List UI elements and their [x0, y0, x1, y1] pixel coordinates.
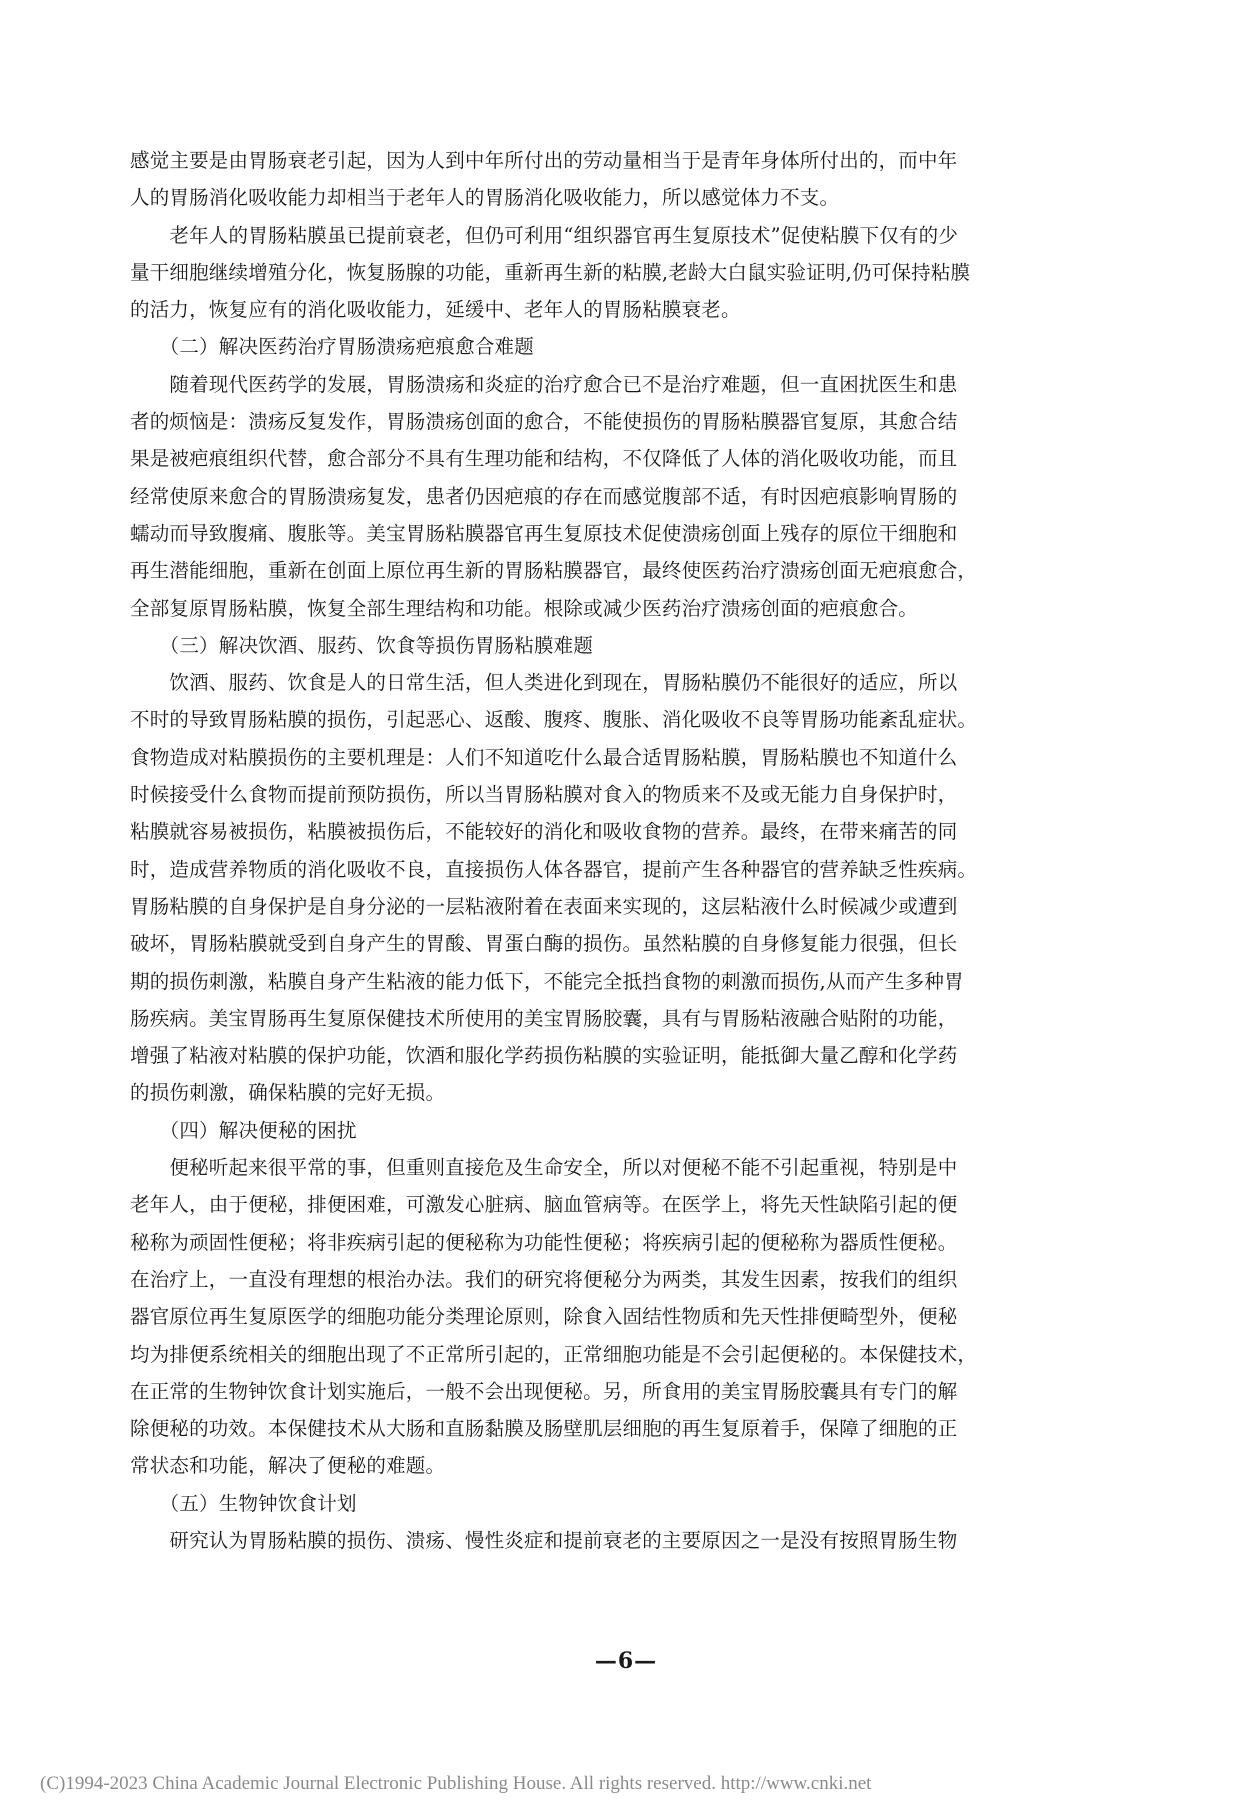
text-line: 老年人，由于便秘，排便困难，可激发心脏病、脑血管病等。在医学上，将先天性缺陷引起的便 [130, 1193, 958, 1217]
text-line: 老年人的胃肠粘膜虽已提前衰老，但仍可利用“组织器官再生复原技术”促使粘膜下仅有的少 [130, 223, 959, 247]
text-line: 便秘听起来很平常的事，但重则直接危及生命安全，所以对便秘不能不引起重视，特别是中 [130, 1156, 958, 1180]
text-line: （三）解决饮酒、服药、饮食等损伤胃肠粘膜难题 [130, 633, 594, 657]
text-line: 再生潜能细胞，重新在创面上原位再生新的胃肠粘膜器官，最终使医药治疗溃疡创面无疤痕愈合， [130, 559, 978, 583]
text-line: 研究认为胃肠粘膜的损伤、溃疡、慢性炎症和提前衰老的主要原因之一是没有按照胃肠生物 [130, 1528, 958, 1552]
page-number: —6— [594, 1648, 658, 1674]
text-line: 经常使原来愈合的胃肠溃疡复发，患者仍因疤痕的存在而感觉腹部不适，有时因疤痕影响胃肠的 [130, 484, 958, 508]
text-line: 增强了粘液对粘膜的保护功能，饮酒和服化学药损伤粘膜的实验证明，能抵御大量乙醇和化学药 [130, 1044, 958, 1068]
text-line: 感觉主要是由胃肠衰老引起，因为人到中年所付出的劳动量相当于是青年身体所付出的，而中年 [130, 149, 958, 172]
text-line: 果是被疤痕组织代替，愈合部分不具有生理功能和结构，不仅降低了人体的消化吸收功能，而且 [130, 447, 958, 471]
text-line: 除便秘的功效。本保健技术从大肠和直肠黏膜及肠壁肌层细胞的再生复原着手，保障了细胞的正 [130, 1417, 958, 1441]
text-line: （二）解决医药治疗胃肠溃疡疤痕愈合难题 [130, 335, 534, 359]
text-line: 器官原位再生复原医学的细胞功能分类理论原则，除食入固结性物质和先天性排便畸型外，便秘 [130, 1305, 958, 1329]
text-line: 常状态和功能，解决了便秘的难题。 [130, 1454, 446, 1478]
text-line: 不时的导致胃肠粘膜的损伤，引起恶心、返酸、腹疼、腹胀、消化吸收不良等胃肠功能紊乱症状。 [130, 708, 978, 732]
text-line: 秘称为顽固性便秘；将非疾病引起的便秘称为功能性便秘；将疾病引起的便秘称为器质性便秘。 [130, 1230, 958, 1254]
text-line: 时候接受什么食物而提前预防损伤，所以当胃肠粘膜对食入的物质来不及或无能力自身保护时， [130, 783, 958, 807]
text-line: （五）生物钟饮食计划 [130, 1491, 357, 1515]
text-line: 在正常的生物钟饮食计划实施后，一般不会出现便秘。另，所食用的美宝胃肠胶囊具有专门的解 [130, 1379, 958, 1403]
text-line: 时，造成营养物质的消化吸收不良，直接损伤人体各器官，提前产生各种器官的营养缺乏性疾病。 [130, 857, 978, 881]
text-line: 全部复原胃肠粘膜，恢复全部生理结构和功能。根除或减少医药治疗溃疡创面的疤痕愈合。 [130, 596, 919, 620]
text-line: 粘膜就容易被损伤，粘膜被损伤后，不能较好的消化和吸收食物的营养。最终，在带来痛苦的同 [130, 820, 958, 844]
text-line: 在治疗上，一直没有理想的根治办法。我们的研究将便秘分为两类，其发生因素，按我们的组织 [130, 1267, 958, 1291]
text-line: 随着现代医药学的发展，胃肠溃疡和炎症的治疗愈合已不是治疗难题，但一直困扰医生和患 [130, 372, 958, 396]
copyright-footer: (C)1994-2023 China Academic Journal Electronic Publishing House. All rights reserved. http://www.cnki.net [40, 1773, 872, 1794]
text-line: 者的烦恼是：溃疡反复发作，胃肠溃疡创面的愈合，不能使损伤的胃肠粘膜器官复原，其愈合结 [130, 410, 958, 434]
body-text [130, 142, 1042, 1559]
text-line: （四）解决便秘的困扰 [130, 1118, 357, 1142]
text-line: 均为排便系统相关的细胞出现了不正常所引起的，正常细胞功能是不会引起便秘的。本保健技术， [130, 1342, 978, 1366]
text-line: 蠕动而导致腹痛、腹胀等。美宝胃肠粘膜器官再生复原技术促使溃疡创面上残存的原位干细胞和 [130, 521, 958, 545]
text-line: 饮酒、服药、饮食是人的日常生活，但人类进化到现在，胃肠粘膜仍不能很好的适应，所以 [130, 671, 958, 695]
text-line: 期的损伤刺激，粘膜自身产生粘液的能力低下，不能完全抵挡食物的刺激而损伤,从而产生多种胃 [130, 969, 964, 993]
text-line: 量干细胞继续增殖分化，恢复肠腺的功能，重新再生新的粘膜,老龄大白鼠实验证明,仍可保持粘膜 [130, 260, 971, 284]
text-line: 胃肠粘膜的自身保护是自身分泌的一层粘液附着在表面来实现的，这层粘液什么时候减少或遭到 [130, 894, 958, 918]
text-line: 食物造成对粘膜损伤的主要机理是：人们不知道吃什么最合适胃肠粘膜，胃肠粘膜也不知道什么 [130, 745, 958, 769]
text-line: 的活力，恢复应有的消化吸收能力，延缓中、老年人的胃肠粘膜衰老。 [130, 298, 741, 322]
text-line: 破坏，胃肠粘膜就受到自身产生的胃酸、胃蛋白酶的损伤。虽然粘膜的自身修复能力很强，但长 [130, 932, 958, 956]
text-line: 的损伤刺激，确保粘膜的完好无损。 [130, 1081, 446, 1105]
text-line: 人的胃肠消化吸收能力却相当于老年人的胃肠消化吸收能力，所以感觉体力不支。 [130, 186, 840, 210]
text-line: 肠疾病。美宝胃肠再生复原保健技术所使用的美宝胃肠胶囊，具有与胃肠粘液融合贴附的功能， [130, 1006, 958, 1030]
